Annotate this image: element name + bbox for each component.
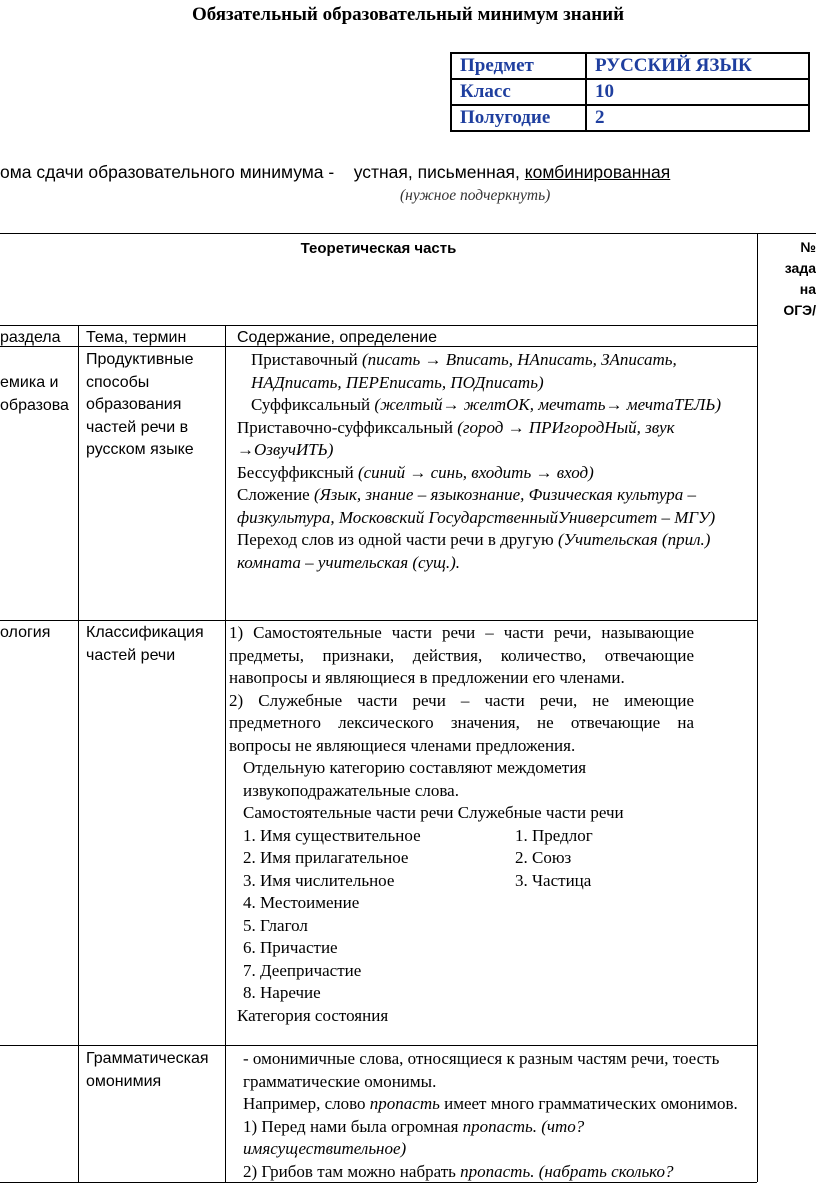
header-right-line: на	[799, 281, 816, 297]
meta-key: Предмет	[451, 53, 586, 79]
example: (синий → синь, входить → вход)	[357, 462, 594, 482]
list-item: 8. Наречие	[243, 983, 321, 1002]
example: пропасть	[369, 1094, 440, 1113]
content-line: Категория состояния	[237, 1005, 389, 1025]
table-header-divider	[0, 325, 757, 326]
term: Сложение	[237, 485, 314, 504]
content-line: Отдельную категорию составляют междометия извукоподражательные слова.	[243, 758, 587, 800]
table-header-right	[760, 237, 816, 321]
term: Приставочный	[251, 350, 362, 369]
independent-list	[243, 825, 515, 1005]
service-list	[515, 825, 593, 1005]
row2-topic: Классификация частей речи	[86, 624, 204, 664]
content-line: - омонимичные слова, относящиеся к разным частям речи, тоесть грамматические омонимы.	[243, 1049, 720, 1091]
meta-value: 10	[586, 79, 809, 105]
form-hint: (нужное подчеркнуть)	[400, 187, 551, 204]
content-line	[237, 484, 752, 529]
form-line	[0, 162, 670, 183]
table-header-main: Теоретическая часть	[300, 240, 457, 257]
list-item: 2. Союз	[515, 848, 572, 867]
meta-value: 2	[586, 105, 809, 131]
content-line	[237, 417, 752, 462]
row1-topic: Продуктивные способы образования частей речи в русском языке	[86, 351, 194, 458]
list-item: 7. Деепричастие	[243, 960, 362, 980]
row1-section: емика и образова	[0, 374, 69, 414]
header-right-line: ОГЭ/	[783, 302, 816, 318]
colheader-section: раздела	[0, 329, 61, 346]
parts-of-speech-list	[229, 825, 694, 1005]
row1-content	[237, 349, 752, 574]
list-item: 1. Предлог	[515, 825, 593, 845]
row2-section: ология	[0, 624, 51, 641]
example: (желтый→ желтОК, мечтать→ мечтаТЕЛЬ)	[374, 395, 722, 414]
table-row-divider	[0, 620, 757, 621]
row2-content	[229, 622, 694, 1027]
col-divider	[757, 233, 758, 1182]
col-divider	[78, 325, 79, 1182]
colheader-content: Содержание, определение	[237, 329, 438, 346]
content-line	[243, 1093, 748, 1161]
meta-value: РУССКИЙ ЯЗЫК	[586, 53, 809, 79]
example: пропасть. (набрать сколько?	[460, 1161, 674, 1181]
meta-table	[450, 52, 810, 132]
example: (Язык, знание – языкознание, Физическая культура – физкультура, Московский ГосударственныйУниверситет – МГУ)	[237, 485, 716, 527]
header-right-line: зада	[784, 260, 816, 276]
term: Переход слов из одной части речи в другую	[237, 530, 558, 549]
example: пропасть. (что? имясуществительное)	[243, 1116, 585, 1158]
content-line	[237, 529, 752, 574]
form-options: устная, письменная,	[353, 162, 520, 182]
list-item: 1. Имя существительное	[243, 825, 421, 845]
text: имеет много грамматических омонимов. 1) Перед нами была огромная	[243, 1094, 738, 1136]
list-item: 5. Глагол	[243, 915, 308, 935]
table-row-divider	[0, 1045, 757, 1046]
meta-row-subject	[451, 53, 809, 79]
text: Например, слово	[243, 1094, 370, 1113]
content-line	[237, 462, 752, 485]
list-item: 3. Имя числительное	[243, 870, 395, 890]
meta-row-class	[451, 79, 809, 105]
content-line: 2) Служебные части речи – части речи, не имеющие предметного лексического значения, не отвечающие на вопросы не являющиеся членами предложения.	[229, 690, 694, 755]
list-item: 6. Причастие	[243, 938, 338, 957]
term: Суффиксальный	[251, 395, 375, 414]
example: (писать → Вписать, НАписать, ЗАписать, НАДписать, ПЕРЕписать, ПОДписать)	[251, 350, 677, 392]
example: (Учительская (прил.) комната – учительская (сущ.).	[237, 530, 711, 572]
text: 2) Грибов там можно набрать	[243, 1161, 461, 1181]
content-line	[243, 1161, 748, 1184]
meta-row-semester	[451, 105, 809, 131]
example: (город → ПРИгородНый, звук →ОзвучИТЬ)	[237, 417, 675, 459]
content-line: 1) Самостоятельные части речи – части речи, называющие предметы, признаки, действия, количество, отвечающие навопросы и являющиеся в предложении его членами.	[229, 623, 694, 687]
meta-key: Класс	[451, 79, 586, 105]
list-item: 2. Имя прилагательное	[243, 848, 409, 867]
table-top-border	[0, 233, 816, 234]
row3-content	[243, 1048, 748, 1183]
form-prefix: ома сдачи образовательного минимума -	[0, 162, 335, 182]
term: Приставочно-суффиксальный	[237, 417, 458, 437]
col-divider	[225, 325, 226, 1182]
content-line	[237, 349, 752, 394]
page-title: Обязательный образовательный минимум знаний	[191, 4, 625, 25]
list-item: 3. Частица	[515, 870, 592, 890]
list-item: 4. Местоимение	[243, 893, 360, 912]
colheader-topic: Тема, термин	[86, 329, 187, 346]
form-option-selected: комбинированная	[524, 162, 671, 182]
meta-key: Полугодие	[451, 105, 586, 131]
header-right-line: №	[800, 239, 816, 255]
content-line: Самостоятельные части речи Служебные части речи	[243, 803, 624, 822]
content-line	[237, 394, 752, 417]
row3-topic: Грамматическая омонимия	[86, 1050, 209, 1090]
term: Бессуффиксный	[237, 462, 358, 482]
